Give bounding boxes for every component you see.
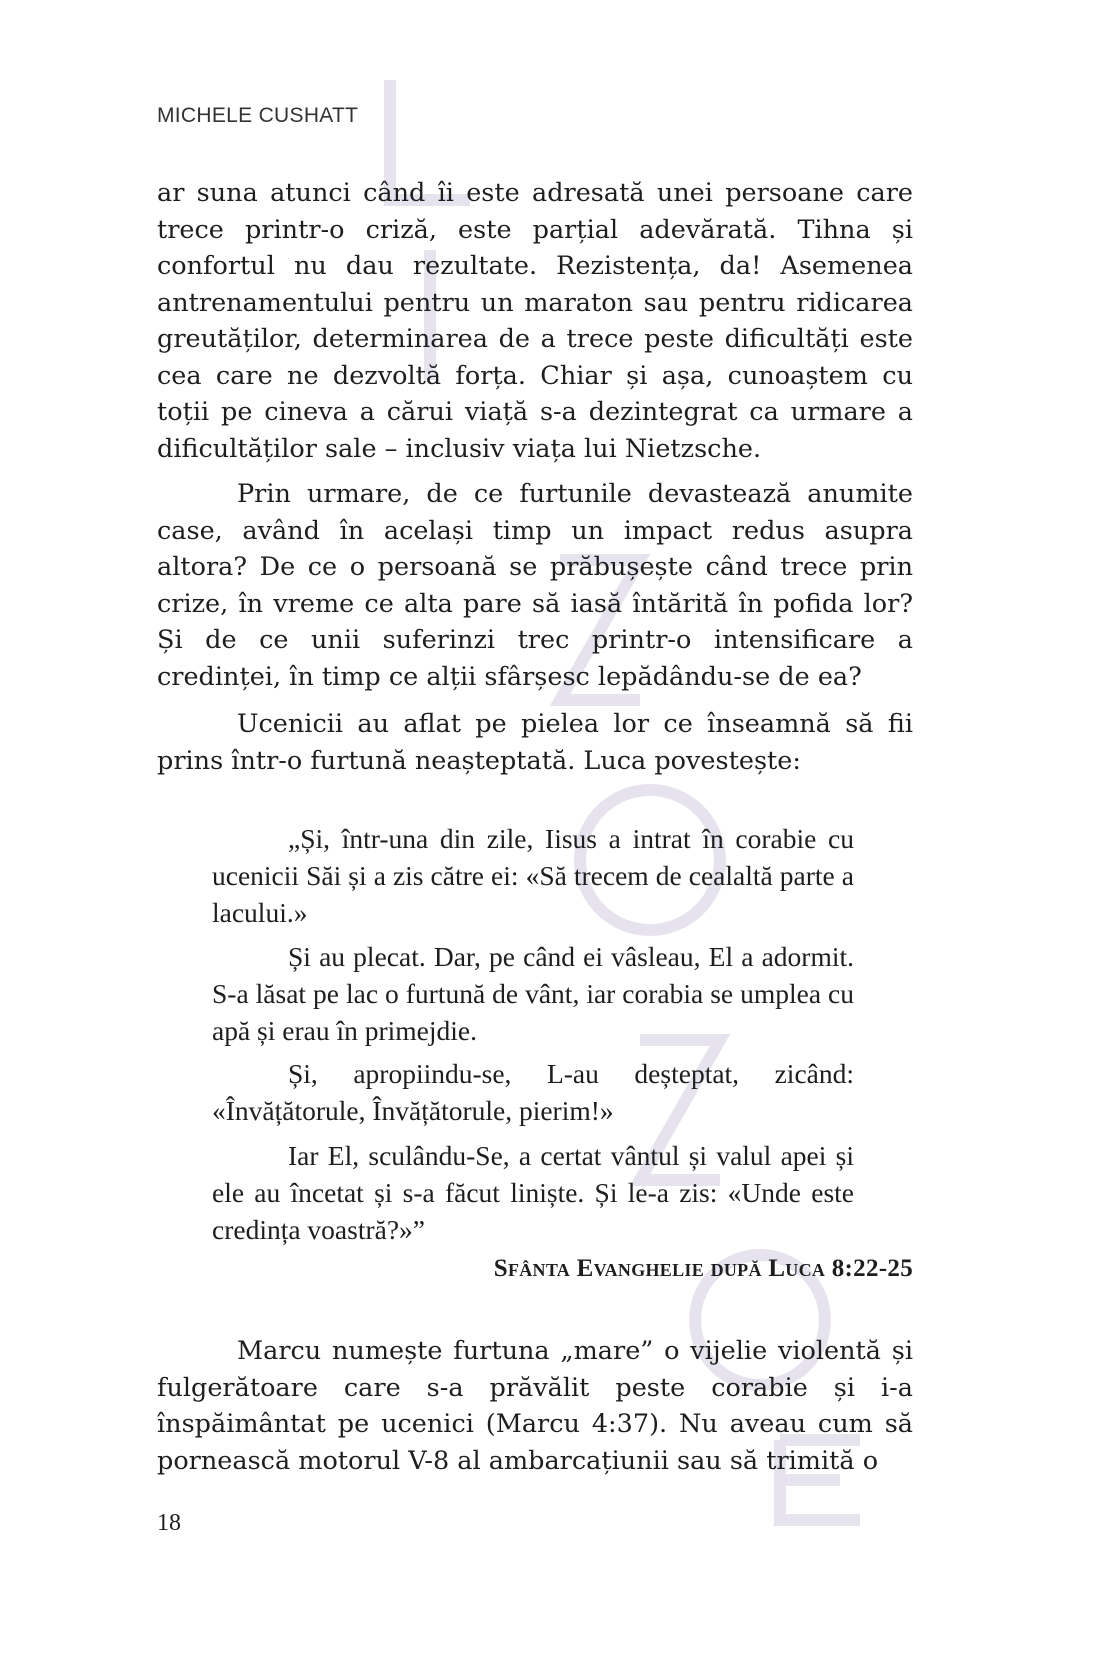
- body-paragraph-2: [157, 476, 913, 695]
- page-number: 18: [157, 1510, 181, 1536]
- quote-text: „Și, într-una din zile, Iisus a intrat în corabie cu ucenicii Săi și a zis către ei: «Să trecem de cealaltă parte a lacului.»: [212, 823, 854, 928]
- quote-text: Și, apropiindu-se, L-au deșteptat, zicând: «Învățătorule, Învățătorule, pierim!»: [212, 1058, 854, 1126]
- quote-paragraph-4: [212, 1137, 854, 1248]
- quote-citation: Sfânta Evanghelie după Luca 8:22-25: [493, 1255, 913, 1282]
- quote-paragraph-1: [212, 820, 854, 931]
- quote-paragraph-3: [212, 1055, 854, 1129]
- quote-paragraph-2: [212, 938, 854, 1049]
- body-paragraph-4: [157, 1333, 913, 1479]
- paragraph-text: Ucenicii au aflat pe pielea lor ce înseamnă să fii prins într-o furtună neașteptată. Luca povestește:: [157, 709, 913, 776]
- paragraph-text: Prin urmare, de ce furtunile devastează anumite case, având în același timp un impact redus asupra altora? De ce o persoană se prăbușește când trece prin crize, în vreme ce alta pare să iasă întărită în pofida lor? Și de ce unii suferinzi trec printr-o intensificare a credinței, în timp ce alții sfârșesc lepădându-se de ea?: [157, 479, 913, 692]
- quote-text: Iar El, sculându-Se, a certat vântul și valul apei și ele au încetat și s-a făcut liniște. Și le-a zis: «Unde este credința voastră?»”: [212, 1140, 854, 1245]
- paragraph-text: ar suna atunci când îi este adresată unei persoane care trece printr-o criză, este parțial adevărată. Tihna și confortul nu dau rezultate. Rezistența, da! Asemenea antrenamentului pentru un maraton sau pentru ridicarea greutăților, determinarea de a trece peste dificultăți este cea care ne dezvoltă forța. Chiar și așa, cunoaștem cu toții pe cineva a cărui viață s-a dezintegrat ca urmare a dificultăților sale – inclusiv viața lui Nietzsche.: [157, 178, 913, 464]
- body-paragraph-1: [157, 175, 913, 467]
- running-head: MICHELE CUSHATT: [157, 104, 359, 127]
- paragraph-text: Marcu numește furtuna „mare” o vijelie violentă și fulgerătoare care s-a prăvălit peste corabie și i-a înspăimântat pe ucenici (Marcu 4:37). Nu aveau cum să pornească motorul V-8 al ambarcațiunii sau să trimită o: [157, 1336, 913, 1476]
- quote-text: Și au plecat. Dar, pe când ei vâsleau, El a adormit. S-a lăsat pe lac o furtună de vânt, iar corabia se umplea cu apă și erau în primejdie.: [212, 941, 854, 1046]
- body-paragraph-3: [157, 706, 913, 779]
